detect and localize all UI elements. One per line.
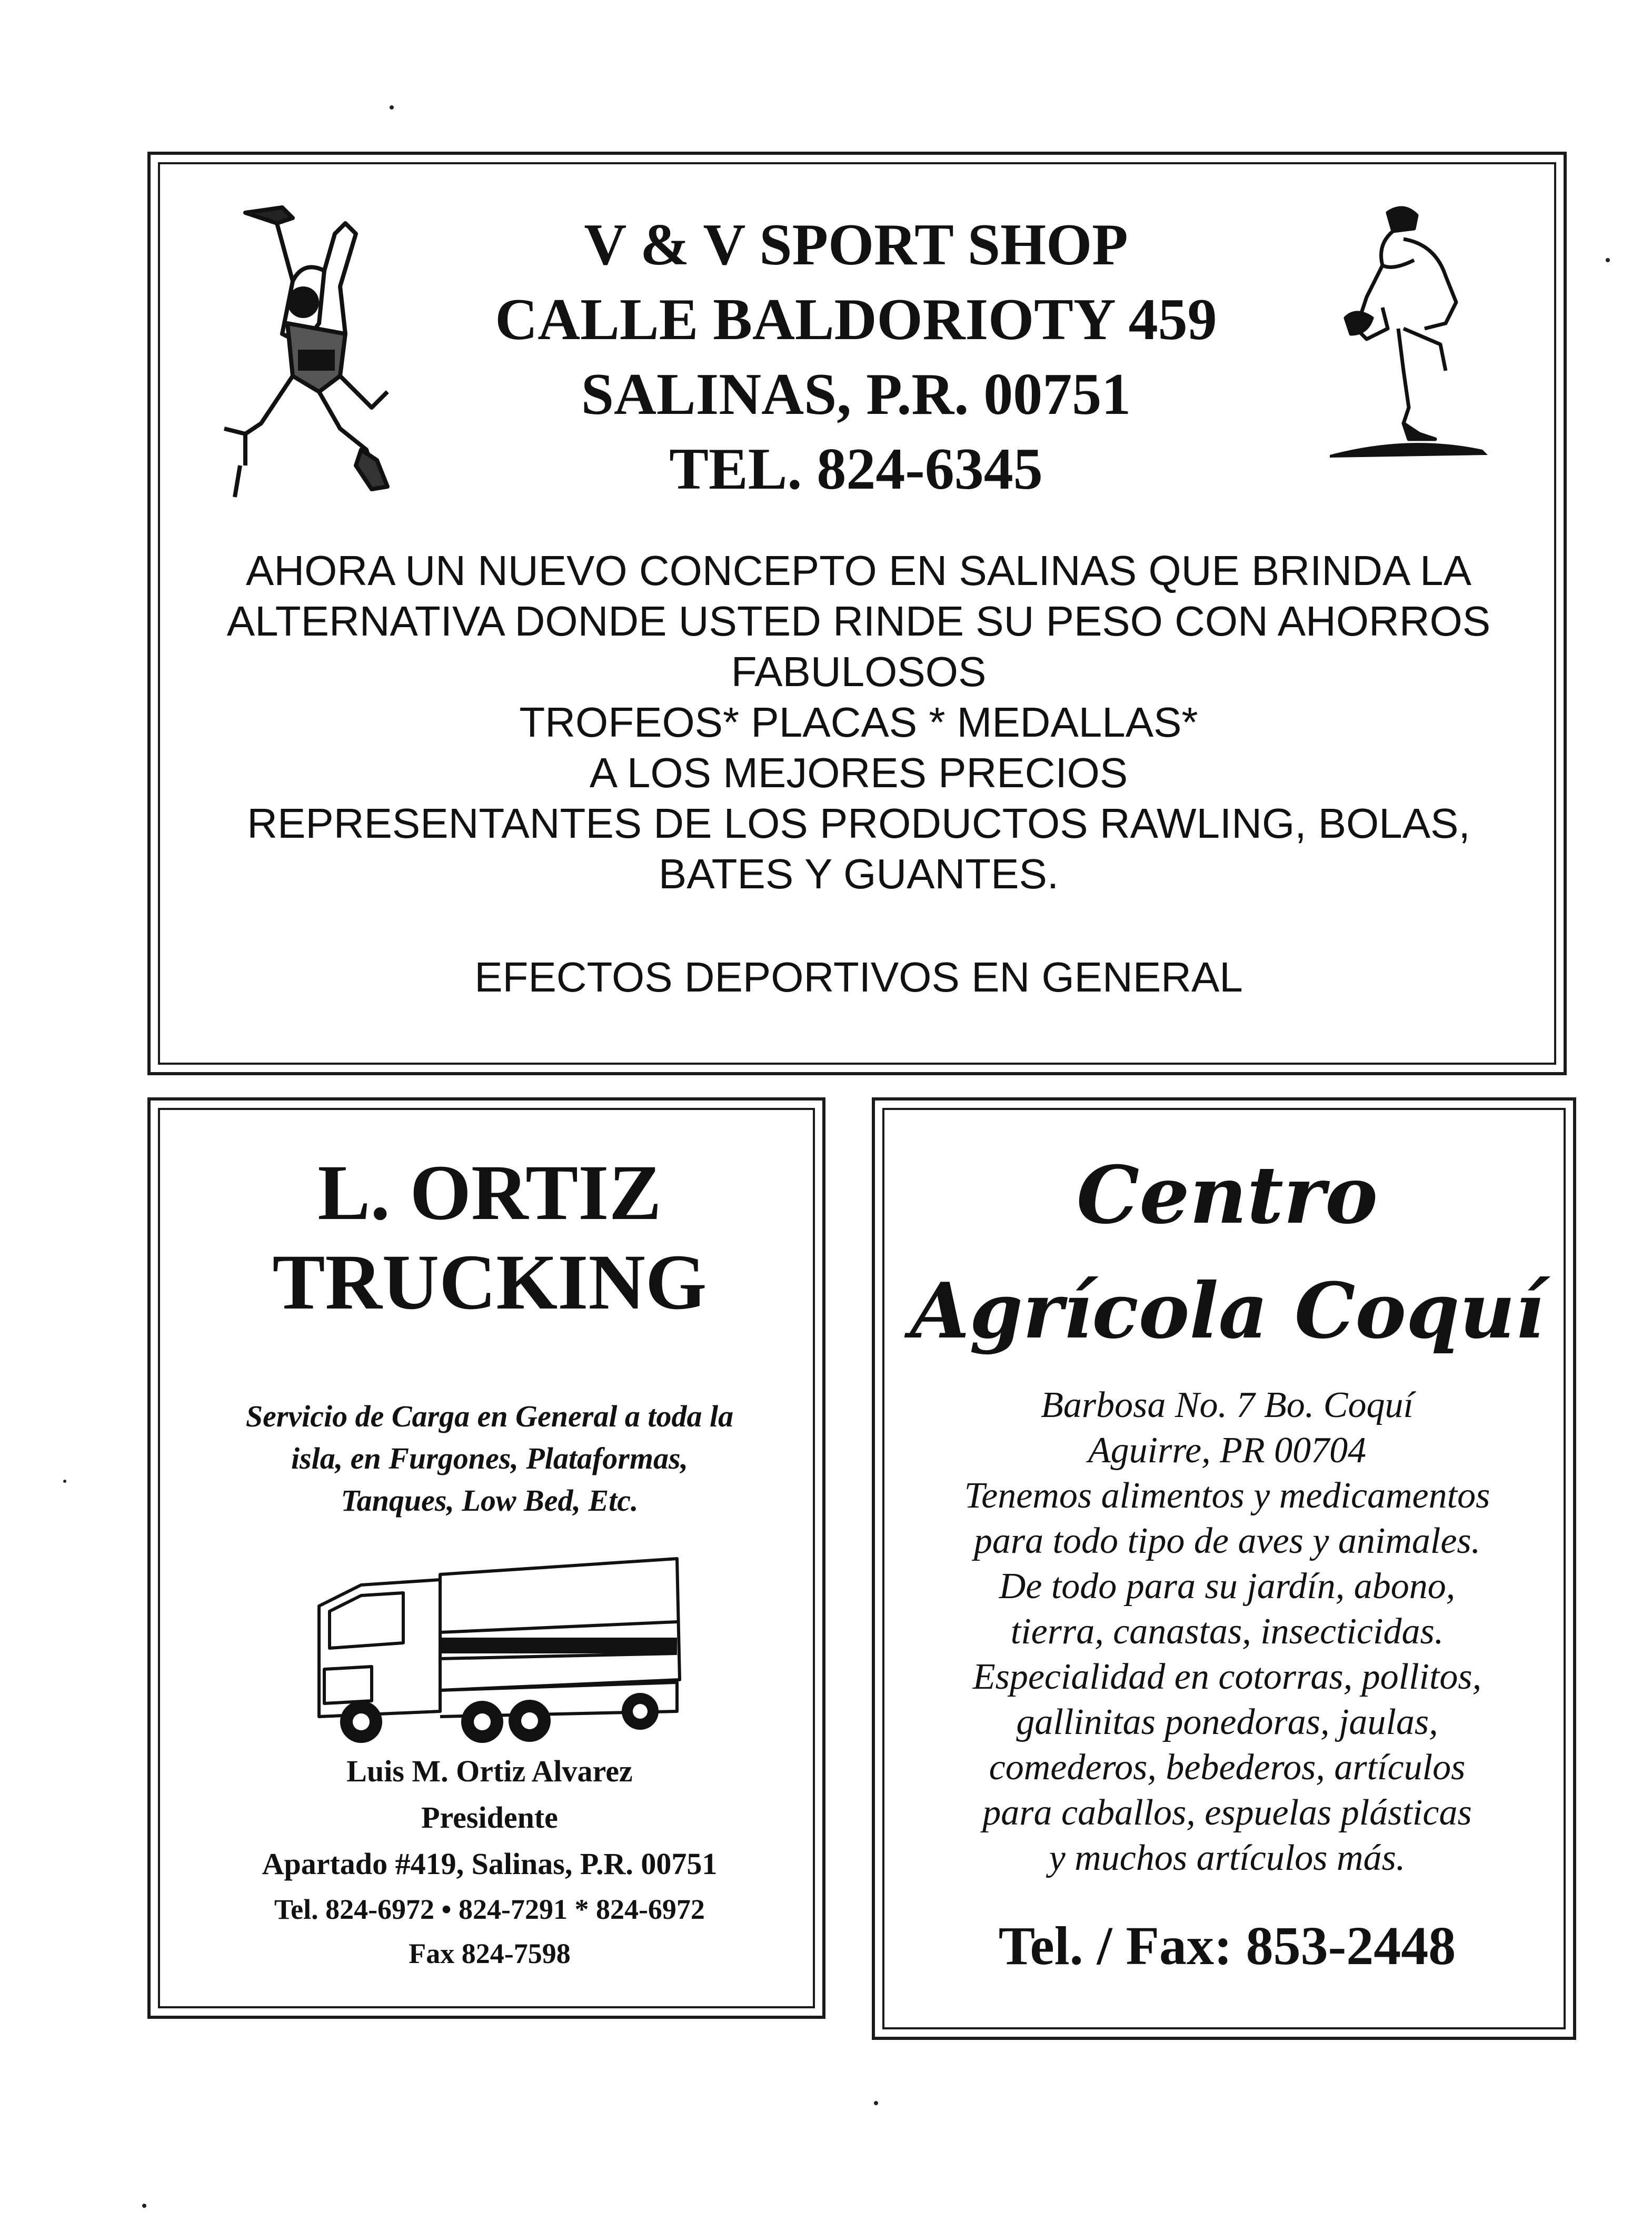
basketball-player-icon <box>214 202 409 508</box>
coqui-line: comederos, bebederos, artículos <box>989 1747 1466 1788</box>
vv-line: TROFEOS* PLACAS * MEDALLAS* <box>519 699 1198 746</box>
scan-speck <box>63 1480 66 1483</box>
coqui-line: Tenemos alimentos y medicamentos <box>964 1475 1490 1516</box>
ortiz-services <box>172 1395 808 1522</box>
vv-line: AHORA UN NUEVO CONCEPTO EN SALINAS QUE BRINDA LA <box>246 547 1471 594</box>
coqui-line: para todo tipo de aves y animales. <box>973 1521 1481 1561</box>
scan-speck <box>390 105 394 110</box>
vv-line: REPRESENTANTES DE LOS PRODUCTOS RAWLING, BOLAS, <box>247 800 1470 847</box>
ad-vv-sport-shop <box>147 152 1567 1075</box>
vv-street: CALLE BALDORIOTY 459 <box>495 287 1217 352</box>
coqui-line: De todo para su jardín, abono, <box>999 1566 1456 1607</box>
vv-line: ALTERNATIVA DONDE USTED RINDE SU PESO CON AHORROS <box>226 598 1491 645</box>
scan-speck <box>142 2204 146 2208</box>
coqui-tel-fax: Tel. / Fax: 853-2448 <box>998 1916 1456 1976</box>
coqui-line: Aguirre, PR 00704 <box>1088 1430 1367 1471</box>
scan-speck <box>874 2101 878 2105</box>
vv-line: FABULOSOS <box>731 648 987 695</box>
ortiz-title-line: L. ORTIZ <box>317 1149 662 1236</box>
coqui-line: gallinitas ponedoras, jaulas, <box>1016 1702 1438 1742</box>
ortiz-title <box>172 1148 808 1327</box>
ortiz-service-line: isla, en Furgones, Plataformas, <box>291 1441 689 1475</box>
coqui-line: tierra, canastas, insecticidas. <box>1010 1611 1444 1652</box>
vv-phone: TEL. 824-6345 <box>669 437 1043 502</box>
ad-centro-agricola-coqui <box>872 1097 1576 2040</box>
vv-line: BATES Y GUANTES. <box>658 850 1059 897</box>
coqui-line: para caballos, espuelas plásticas <box>982 1792 1472 1833</box>
coqui-line: Barbosa No. 7 Bo. Coquí <box>1041 1385 1414 1425</box>
coqui-script-name: Agrícola Coquí <box>910 1266 1544 1356</box>
ortiz-phones: Tel. 824-6972 • 824-7291 * 824-6972 <box>274 1894 705 1925</box>
coqui-line: Especialidad en cotorras, pollitos, <box>972 1657 1482 1697</box>
vv-shop-name: V & V SPORT SHOP <box>584 212 1128 278</box>
ortiz-title-line: TRUCKING <box>272 1238 707 1326</box>
vv-line: A LOS MEJORES PRECIOS <box>589 749 1128 796</box>
vv-footer: EFECTOS DEPORTIVOS EN GENERAL <box>474 954 1243 1000</box>
vv-description <box>193 546 1525 899</box>
ortiz-service-line: Tanques, Low Bed, Etc. <box>341 1483 639 1518</box>
ortiz-contact-name: Luis M. Ortiz Alvarez <box>346 1754 633 1788</box>
vv-city: SALINAS, P.R. 00751 <box>581 362 1131 427</box>
scan-speck <box>1606 258 1610 262</box>
ortiz-contact <box>172 1748 808 1976</box>
vv-header <box>424 207 1288 507</box>
coqui-line: y muchos artículos más. <box>1049 1838 1406 1878</box>
ortiz-address: Apartado #419, Salinas, P.R. 00751 <box>262 1847 718 1881</box>
ad-ortiz-trucking <box>147 1097 825 2019</box>
semi-truck-icon <box>308 1553 688 1764</box>
ortiz-contact-title: Presidente <box>421 1800 558 1835</box>
coqui-description <box>896 1383 1558 1881</box>
ortiz-service-line: Servicio de Carga en General a toda la <box>245 1399 734 1433</box>
baseball-pitcher-icon <box>1325 197 1493 471</box>
coqui-script-centro: Centro <box>1076 1149 1378 1242</box>
ortiz-fax: Fax 824-7598 <box>409 1938 571 1969</box>
